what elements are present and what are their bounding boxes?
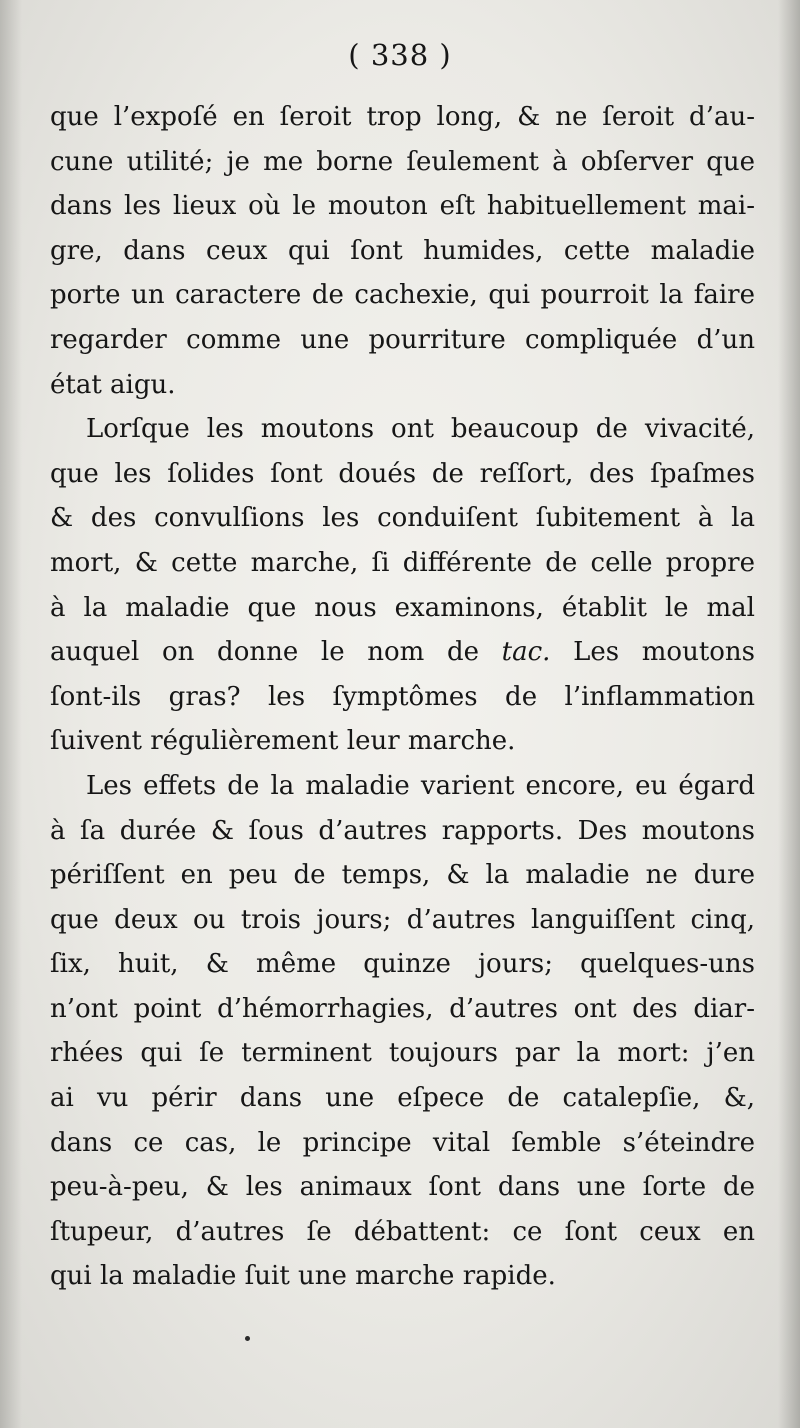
text-line: gre, dans ceux qui ſont humides, cette maladie — [50, 235, 755, 266]
text-line: périſſent en peu de temps, & la maladie ne dure — [50, 860, 755, 891]
text-line: n’ont point d’hémorrhagies, d’autres ont des diar- — [50, 993, 755, 1024]
text-line: dans ce cas, le principe vital ſemble s’éteindre — [50, 1127, 755, 1158]
text-line: à ſa durée & ſous d’autres rapports. Des moutons — [50, 815, 755, 846]
text-line: ſix, huit, & même quinze jours; quelques-uns — [50, 949, 755, 980]
page-number: ( 338 ) — [348, 38, 452, 72]
page-edge-shadow-right — [778, 0, 800, 1428]
page-edge-shadow-left — [0, 0, 22, 1428]
paragraph-3 — [50, 764, 755, 1299]
text-line: ſuivent régulièrement leur marche. — [50, 726, 516, 757]
text-line: que deux ou trois jours; d’autres languiſſent cinq, — [50, 904, 755, 935]
text-line: Lorſque les moutons ont beaucoup de vivacité, — [86, 414, 755, 445]
body-text — [50, 95, 755, 1299]
italic-term: tac. — [501, 637, 551, 668]
paragraph-2 — [50, 407, 755, 764]
text-line: rhées qui ſe terminent toujours par la mort: j’en — [50, 1038, 755, 1069]
text-line: ai vu périr dans une eſpece de catalepſie, &, — [50, 1083, 755, 1114]
text-line: Les effets de la maladie varient encore, eu égard — [86, 770, 755, 801]
text-segment: Les moutons — [573, 637, 756, 668]
text-line: peu-à-peu, & les animaux ſont dans une ſorte de — [50, 1172, 755, 1203]
text-line: dans les lieux où le mouton eſt habituellement mai- — [50, 191, 755, 222]
text-line: regarder comme une pourriture compliquée d’un — [50, 324, 755, 355]
text-segment: auquel on donne le nom de — [50, 637, 479, 668]
text-line: cune utilité; je me borne ſeulement à obſerver que — [50, 146, 755, 177]
text-line: & des convulſions les conduiſent ſubitement à la — [50, 503, 755, 534]
paragraph-1 — [50, 95, 755, 407]
text-line-with-italic — [50, 630, 755, 675]
text-line: ſtupeur, d’autres ſe débattent: ce ſont ceux en — [50, 1216, 755, 1247]
text-line: état aigu. — [50, 369, 176, 400]
text-line: qui la maladie ſuit une marche rapide. — [50, 1261, 556, 1292]
ink-speck — [245, 1336, 250, 1341]
text-line: mort, & cette marche, ſi différente de celle propre — [50, 547, 755, 578]
text-line: à la maladie que nous examinons, établit le mal — [50, 592, 755, 623]
text-line: porte un caractere de cachexie, qui pourroit la faire — [50, 280, 755, 311]
text-line: que les ſolides ſont doués de reſſort, des ſpaſmes — [50, 458, 755, 489]
text-line: que l’expoſé en ſeroit trop long, & ne ſeroit d’au- — [50, 102, 755, 132]
text-line: ſont-ils gras? les ſymptômes de l’inflammation — [50, 681, 755, 712]
